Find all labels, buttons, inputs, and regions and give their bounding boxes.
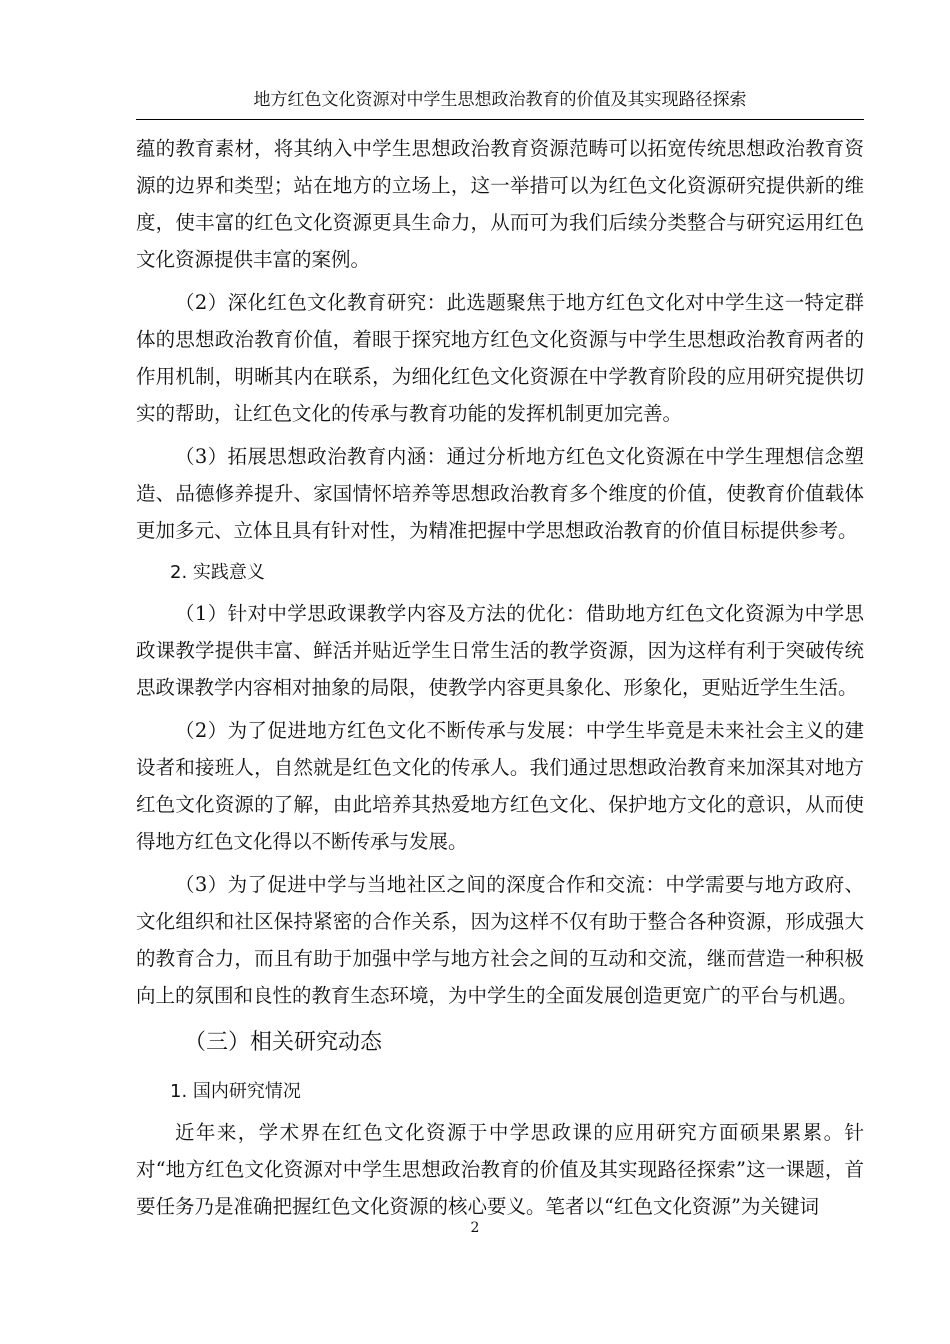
header-rule bbox=[136, 119, 864, 120]
paragraph-theory-3: （3）拓展思想政治教育内涵：通过分析地方红色文化资源在中学生理想信念塑造、品德修养提升、家国情怀培养等思想政治教育多个维度的价值，使教育价值载体更加多元、立体且具有针对性，为精准把握中学思想政治教育的价值目标提供参考。 bbox=[136, 445, 864, 542]
section-heading-research-trends: （三）相关研究动态 bbox=[184, 1030, 383, 1055]
page-number: 2 bbox=[470, 1220, 480, 1236]
paragraph-practice-3: （3）为了促进中学与当地社区之间的深度合作和交流：中学需要与地方政府、文化组织和社区保持紧密的合作关系，因为这样不仅有助于整合各种资源，形成强大的教育合力，而且有助于加强中学与地方社会之间的互动和交流，继而营造一种积极向上的氛围和良性的教育生态环境，为中学生的全面发展创造更宽广的平台与机遇。 bbox=[136, 873, 864, 1007]
paragraph-theory-2: （2）深化红色文化教育研究：此选题聚焦于地方红色文化对中学生这一特定群体的思想政治教育价值，着眼于探究地方红色文化资源与中学生思想政治教育两者的作用机制，明晰其内在联系，为细化红色文化资源在中学教育阶段的应用研究提供切实的帮助，让红色文化的传承与教育功能的发挥机制更加完善。 bbox=[136, 291, 864, 425]
paragraph-continuation: 蕴的教育素材，将其纳入中学生思想政治教育资源范畴可以拓宽传统思想政治教育资源的边界和类型；站在地方的立场上，这一举措可以为红色文化资源研究提供新的维度，使丰富的红色文化资源更具生命力，从而可为我们后续分类整合与研究运用红色文化资源提供丰富的案例。 bbox=[136, 137, 864, 271]
subheading-domestic-research: 1. 国内研究情况 bbox=[170, 1081, 301, 1102]
paragraph-practice-2: （2）为了促进地方红色文化不断传承与发展：中学生毕竟是未来社会主义的建设者和接班人，自然就是红色文化的传承人。我们通过思想政治教育来加深其对地方红色文化资源的了解，由此培养其热爱地方红色文化、保护地方文化的意识，从而使得地方红色文化得以不断传承与发展。 bbox=[136, 719, 864, 853]
paragraph-practice-1: （1）针对中学思政课教学内容及方法的优化：借助地方红色文化资源为中学思政课教学提供丰富、鲜活并贴近学生日常生活的教学资源，因为这样有利于突破传统思政课教学内容相对抽象的局限，使教学内容更具象化、形象化，更贴近学生生活。 bbox=[136, 602, 864, 699]
running-header: 地方红色文化资源对中学生思想政治教育的价值及其实现路径探索 bbox=[253, 90, 747, 110]
body-text bbox=[136, 130, 864, 1231]
subheading-practical-significance: 2. 实践意义 bbox=[170, 562, 265, 583]
paragraph-domestic-research: 近年来，学术界在红色文化资源于中学思政课的应用研究方面硕果累累。针对“地方红色文化资源对中学生思想政治教育的价值及其实现路径探索”这一课题，首要任务乃是准确把握红色文化资源的核心要义。笔者以“红色文化资源”为关键词 bbox=[136, 1121, 864, 1218]
